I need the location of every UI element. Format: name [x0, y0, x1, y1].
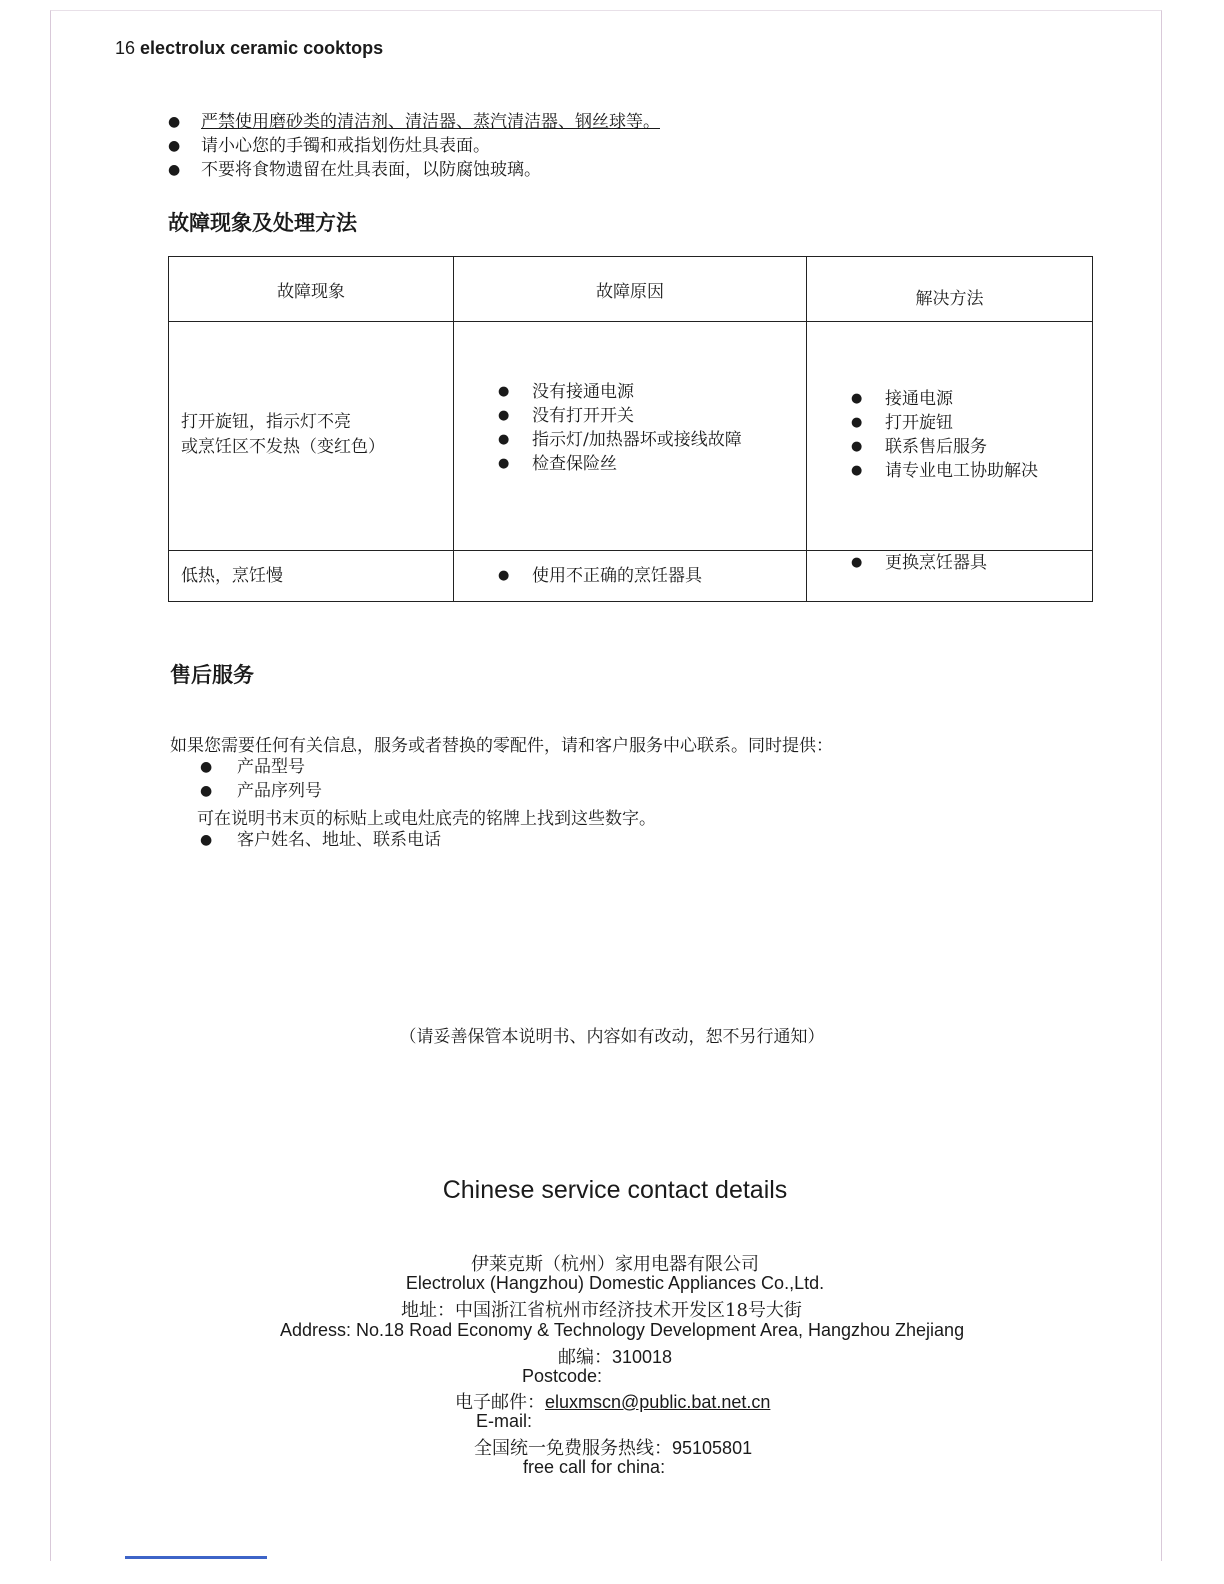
hotline-label-en: free call for china:: [523, 1457, 666, 1477]
address-cn: 地址：中国浙江省杭州市经济技术开发区18号大街: [401, 1300, 802, 1321]
after-sales-intro: 如果您需要任何有关信息，服务或者替换的零配件，请和客户服务中心联系。同时提供：: [170, 736, 833, 756]
postcode-value: 310018: [612, 1347, 673, 1367]
list-item: [168, 158, 660, 182]
solution-text: 请专业电工协助解决: [885, 461, 1038, 481]
postcode-label-en: Postcode:: [522, 1366, 603, 1386]
troubleshooting-table: [168, 256, 1093, 602]
symptom-cell: [169, 551, 454, 602]
bullet-icon: ●: [498, 568, 510, 583]
item-text: 产品型号: [237, 757, 305, 777]
list-item: [454, 564, 806, 588]
list-item: [200, 755, 322, 779]
list-item: [454, 380, 806, 404]
solution-cell: [807, 551, 1093, 602]
bullet-icon: ●: [851, 391, 863, 406]
cause-cell: [454, 322, 807, 551]
address-en: Address: No.18 Road Economy & Technology Development Area, Hangzhou Zhejiang: [280, 1320, 965, 1340]
list-item: [454, 404, 806, 428]
cause-cell: [454, 551, 807, 602]
care-tip-text: 不要将食物遗留在灶具表面，以防腐蚀玻璃。: [201, 160, 541, 180]
list-item: [454, 452, 806, 476]
page-header: [115, 38, 383, 59]
cause-text: 使用不正确的烹饪器具: [532, 566, 702, 586]
bullet-icon: ●: [168, 138, 181, 154]
list-item: [200, 779, 322, 803]
bullet-icon: ●: [200, 832, 213, 848]
list-item: [807, 459, 1092, 483]
list-item: [807, 387, 1092, 411]
bullet-icon: ●: [851, 463, 863, 478]
bullet-icon: ●: [498, 384, 510, 399]
after-sales-items-2: [200, 828, 441, 852]
column-header-symptom: 故障现象: [169, 257, 454, 322]
cause-text: 指示灯/加热器坏或接线故障: [532, 430, 742, 450]
care-tip-text: 严禁使用磨砂类的清洁剂、清洁器、蒸汽清洁器、钢丝球等。: [201, 112, 660, 132]
email-label-en: E-mail:: [476, 1411, 533, 1431]
bullet-icon: ●: [168, 162, 181, 178]
postcode-label-cn: 邮编：: [558, 1347, 612, 1368]
list-item: [807, 411, 1092, 435]
symptom-line: 打开旋钮，指示灯不亮: [181, 412, 351, 432]
footer-note: （请妥善保管本说明书、内容如有改动，恕不另行通知）: [399, 1027, 825, 1047]
symptom-line: 或烹饪区不发热（变红色）: [181, 437, 385, 457]
bullet-icon: ●: [200, 759, 213, 775]
bullet-icon: ●: [851, 415, 863, 430]
document-title: electrolux ceramic cooktops: [140, 38, 384, 58]
care-tip-text: 请小心您的手镯和戒指划伤灶具表面。: [201, 136, 490, 156]
table-header-row: [169, 257, 1093, 322]
page-number: 16: [115, 38, 136, 58]
bullet-icon: ●: [498, 456, 510, 471]
bullet-icon: ●: [200, 783, 213, 799]
column-header-solution: 解决方法: [807, 257, 1093, 322]
cause-text: 没有打开开关: [532, 406, 634, 426]
bullet-icon: ●: [498, 408, 510, 423]
item-text: 产品序列号: [237, 781, 322, 801]
care-tips-list: [168, 110, 660, 182]
after-sales-heading: 售后服务: [170, 662, 254, 687]
troubleshooting-heading: 故障现象及处理方法: [168, 210, 357, 235]
cause-text: 检查保险丝: [532, 454, 617, 474]
solution-text: 接通电源: [885, 389, 953, 409]
email-label-cn: 电子邮件：: [455, 1392, 545, 1413]
list-item: [168, 110, 660, 134]
after-sales-items: [200, 755, 322, 803]
item-text: 客户姓名、地址、联系电话: [237, 830, 441, 850]
symptom-text: 低热，烹饪慢: [181, 565, 283, 586]
list-item: [807, 435, 1092, 459]
bullet-icon: ●: [851, 439, 863, 454]
table-row: [169, 322, 1093, 551]
company-name-cn: 伊莱克斯（杭州）家用电器有限公司: [471, 1254, 759, 1275]
symptom-cell: [169, 322, 454, 551]
after-sales-note: 可在说明书末页的标贴上或电灶底壳的铭牌上找到这些数字。: [197, 809, 656, 829]
solution-cell: [807, 322, 1093, 551]
contact-title: Chinese service contact details: [442, 1176, 788, 1204]
solution-text: 打开旋钮: [885, 413, 953, 433]
company-name-en: Electrolux (Hangzhou) Domestic Appliances Co.,Ltd.: [405, 1273, 825, 1293]
list-item: [200, 828, 441, 852]
bottom-accent-bar: [125, 1556, 267, 1559]
solution-text: 更换烹饪器具: [885, 553, 987, 573]
email-link[interactable]: eluxmscn@public.bat.net.cn: [545, 1392, 771, 1412]
bullet-icon: ●: [168, 114, 181, 130]
list-item: [454, 428, 806, 452]
hotline-label-cn: 全国统一免费服务热线：: [474, 1438, 672, 1459]
bullet-icon: ●: [851, 555, 863, 570]
solution-text: 联系售后服务: [885, 437, 987, 457]
bullet-icon: ●: [498, 432, 510, 447]
column-header-cause: 故障原因: [454, 257, 807, 322]
list-item: [168, 134, 660, 158]
table-row: [169, 551, 1093, 602]
cause-text: 没有接通电源: [532, 382, 634, 402]
hotline-number: 95105801: [672, 1438, 753, 1458]
list-item: [807, 551, 1092, 575]
